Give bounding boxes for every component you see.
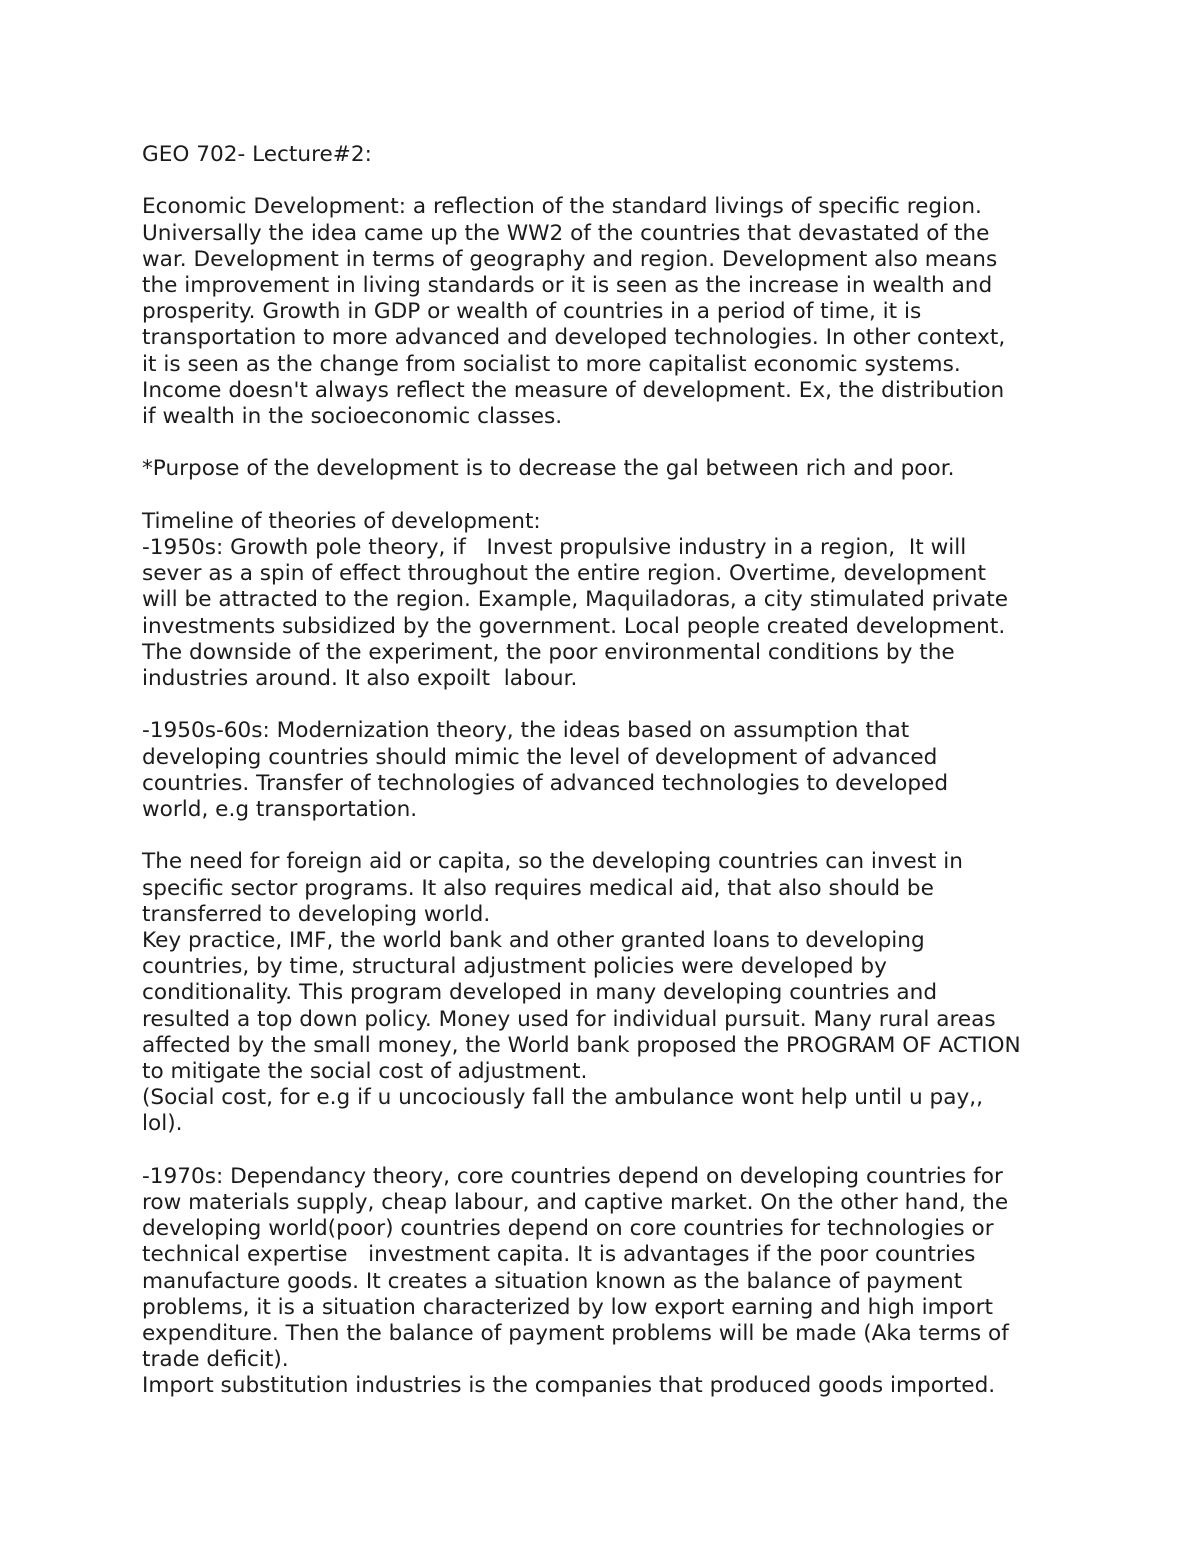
paragraph-timeline-growth-pole: Timeline of theories of development: -1950s: Growth pole theory, if Invest propulsive industry in a region, It will sever as a spin of effect throughout the entire region. Overtime, development will be attracted to the region. Example, Maquiladoras, a city stimulated private investments subsidized by the government. Local people created development. The downside of the experiment, the poor environmental conditions by the industries around. It also expoilt labour. bbox=[142, 508, 1009, 692]
document-title: GEO 702- Lecture#2: bbox=[142, 142, 372, 167]
paragraph-modernization-theory: -1950s-60s: Modernization theory, the ideas based on assumption that developing countries should mimic the level of development of advanced countries. Transfer of technologies of advanced technologies to developed world, e.g transportation. bbox=[142, 718, 949, 823]
paragraph-dependancy-theory: -1970s: Dependancy theory, core countries depend on developing countries for row materials supply, cheap labour, and captive market. On the other hand, the developing world(poor) countries depend on core countries for technologies or technical expertise investment capita. It is advantages if the poor countries manufacture goods. It creates a situation known as the balance of payment problems, it is a situation characterized by low export earning and high import expenditure. Then the balance of payment problems will be made (Aka terms of trade deficit). Import substitution industries is the companies that produced goods imported. bbox=[142, 1163, 1009, 1399]
paragraph-foreign-aid: The need for foreign aid or capita, so the developing countries can invest in specific sector programs. It also requires medical aid, that also should be transferred to developing world. Key practice, IMF, the world bank and other granted loans to developing countries, by time, structural adjustment policies were developed by conditionality. This program developed in many developing countries and resulted a top down policy. Money used for individual pursuit. Many rural areas affected by the small money, the World bank proposed the PROGRAM OF ACTION to mitigate the social cost of adjustment. (Social cost, for e.g if u uncociously fall the ambulance wont help until u pay,, lol). bbox=[142, 849, 1021, 1137]
paragraph-economic-development: Economic Development: a reflection of the standard livings of specific region. Universally the idea came up the WW2 of the countries that devastated of the war. Development in terms of geography and region. Development also means the improvement in living standards or it is seen as the increase in wealth and prosperity. Growth in GDP or wealth of countries in a period of time, it is transportation to more advanced and developed technologies. In other context, it is seen as the change from socialist to more capitalist economic systems. Income doesn't always reflect the measure of development. Ex, the distribution if wealth in the socioeconomic classes. bbox=[142, 194, 1006, 430]
paragraph-purpose: *Purpose of the development is to decrease the gal between rich and poor. bbox=[142, 456, 955, 482]
document-body bbox=[142, 142, 1072, 1400]
